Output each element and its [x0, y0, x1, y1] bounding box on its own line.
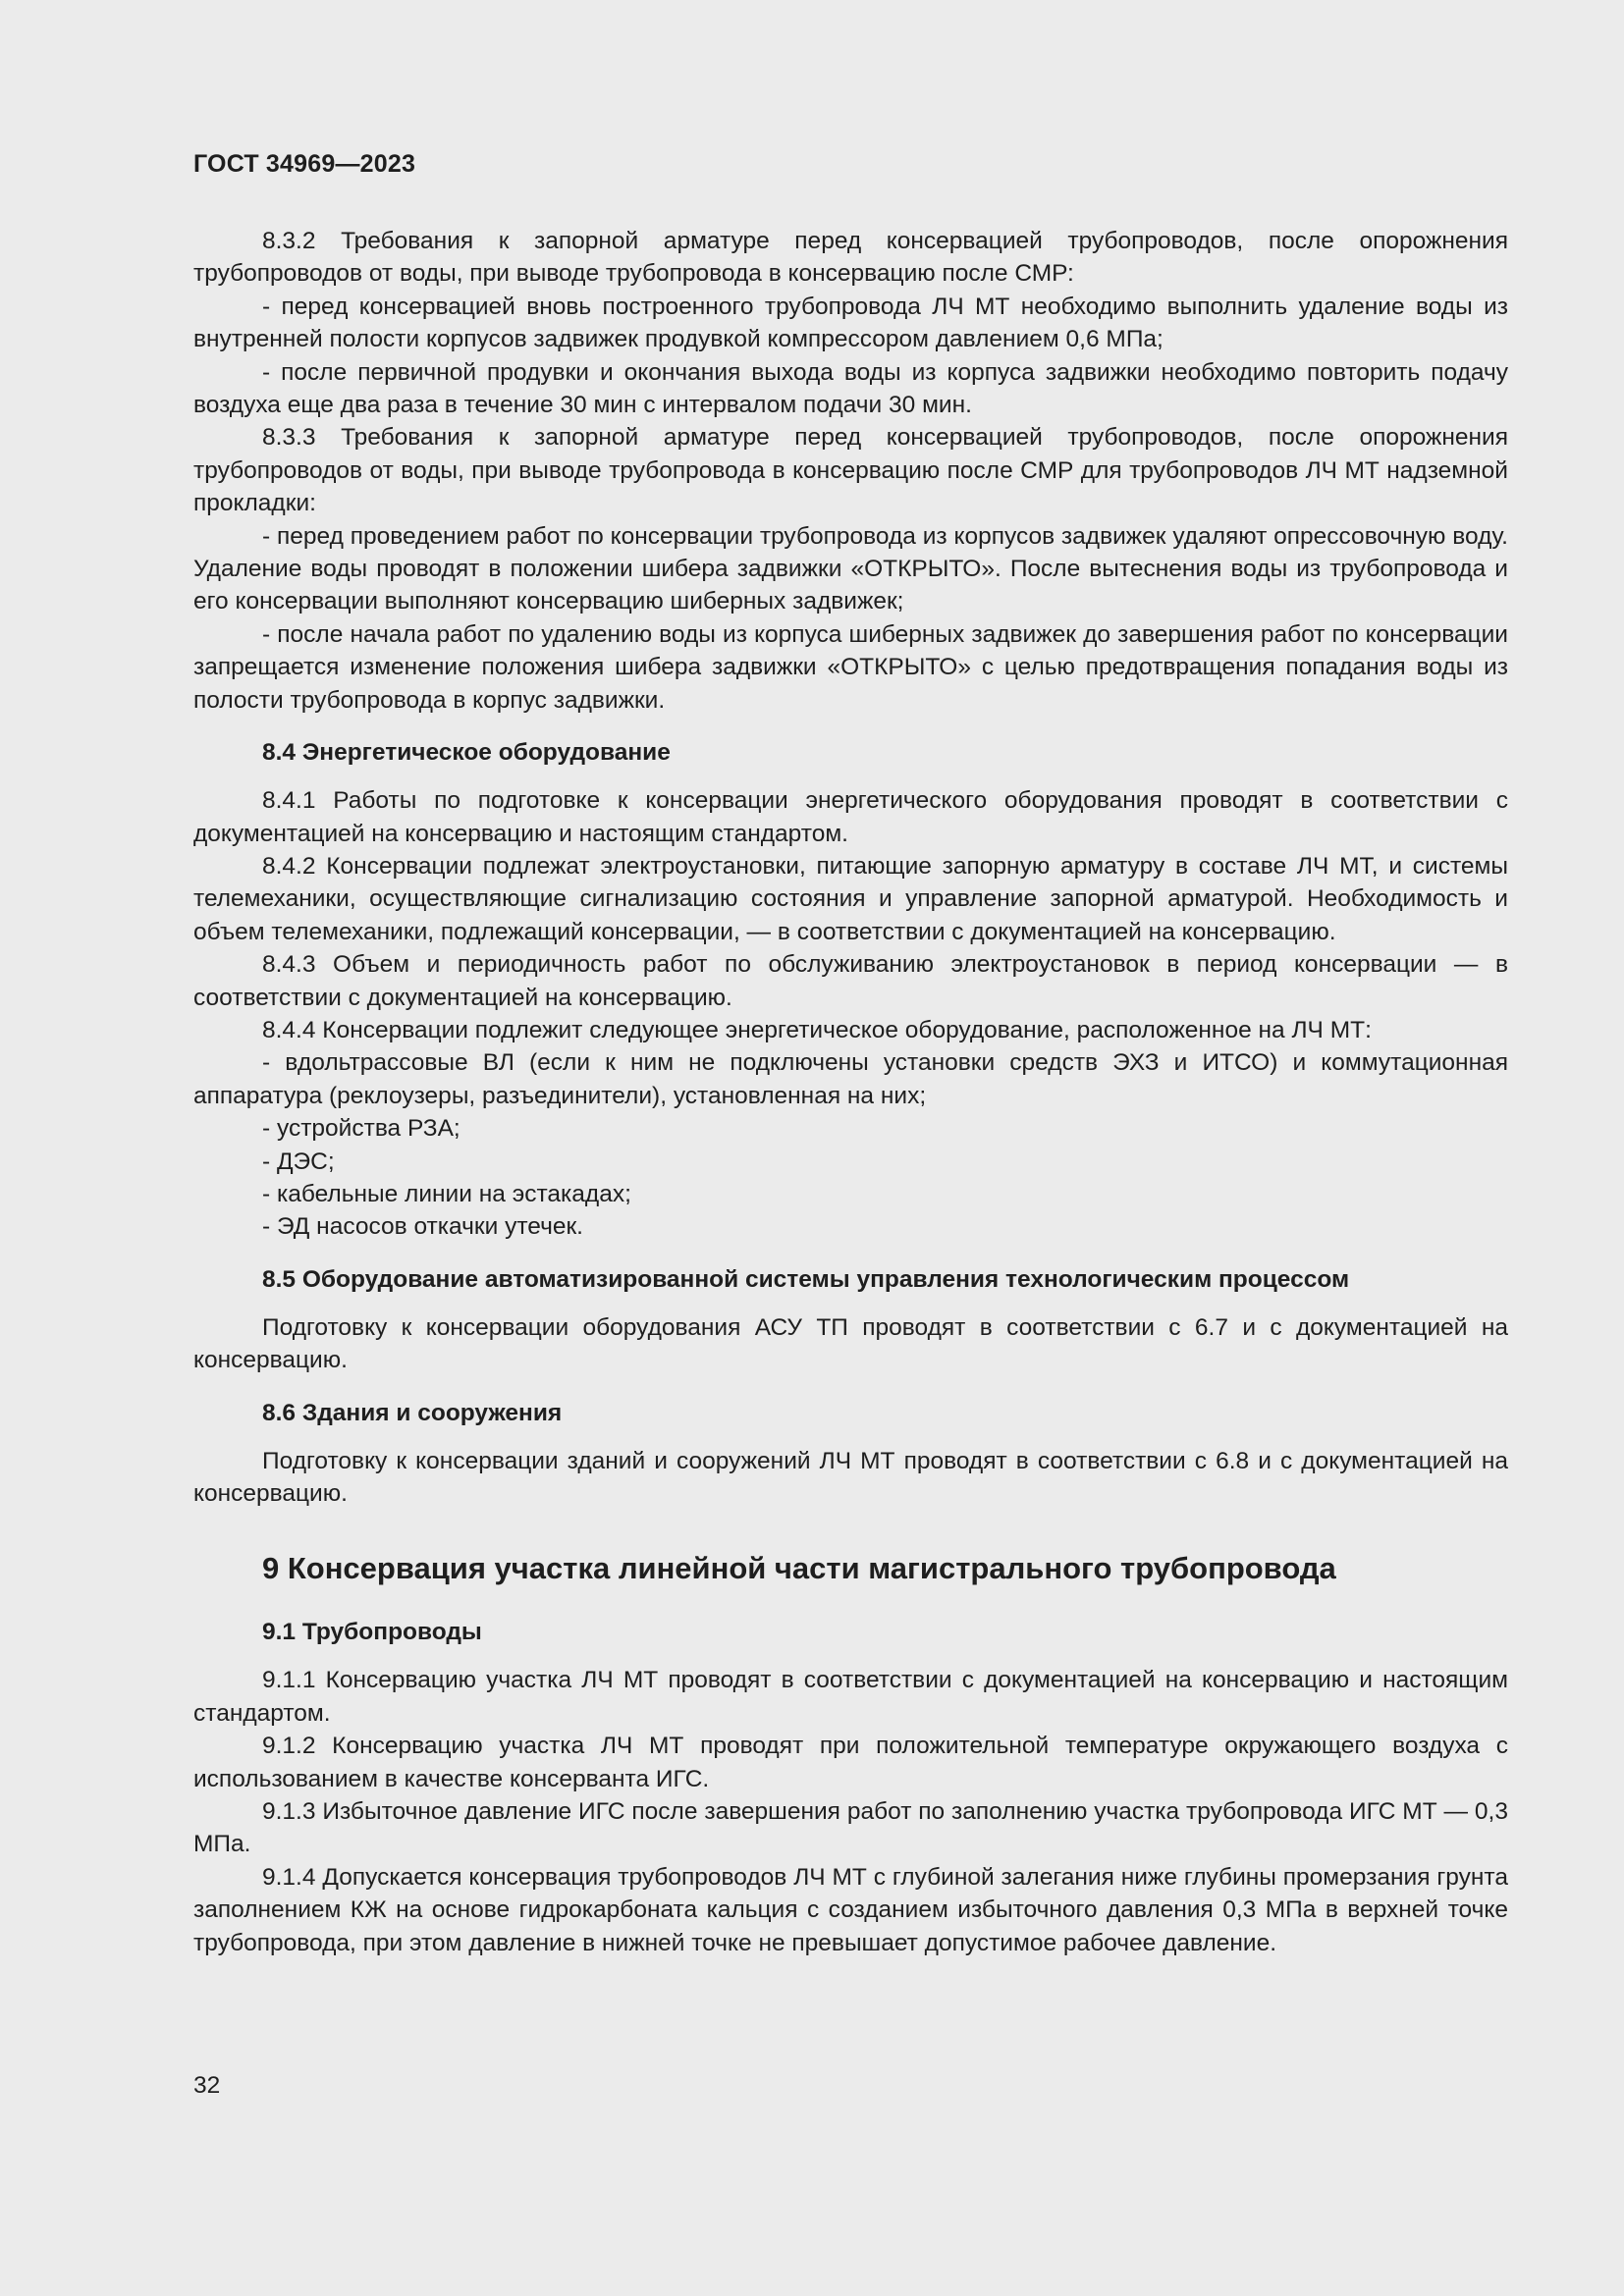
- list-item: - ЭД насосов откачки утечек.: [262, 1213, 583, 1241]
- paragraph-9-1-4: 9.1.4 Допускается консервация трубопроводов ЛЧ МТ с глубиной залегания ниже глубины промерзания грунта заполнением КЖ на основе гидрокарбоната кальция с созданием избыточного давления 0,3 МПа в верхней точке трубопровода, при этом давление в нижней точке не превышает допустимое рабочее давление.: [193, 1863, 1508, 1956]
- paragraph-9-1-1: 9.1.1 Консервацию участка ЛЧ МТ проводят в соответствии с документацией на консервацию и настоящим стандартом.: [193, 1667, 1508, 1727]
- section-heading-8-6: 8.6 Здания и сооружения: [262, 1399, 563, 1426]
- list-item: - перед консервацией вновь построенного трубопровода ЛЧ МТ необходимо выполнить удаление воды из внутренней полости корпусов задвижек продувкой компрессором давлением 0,6 МПа;: [193, 293, 1508, 353]
- document-code-header: ГОСТ 34969—2023: [193, 150, 416, 178]
- list-item: - после первичной продувки и окончания выхода воды из корпуса задвижки необходимо повторить подачу воздуха еще два раза в течение 30 мин с интервалом подачи 30 мин.: [193, 358, 1508, 419]
- paragraph-9-1-2: 9.1.2 Консервацию участка ЛЧ МТ проводят при положительной температуре окружающего воздуха с использованием в качестве консерванта ИГС.: [193, 1733, 1508, 1792]
- section-heading-9-1: 9.1 Трубопроводы: [262, 1619, 482, 1646]
- list-item: - ДЭС;: [262, 1148, 335, 1175]
- chapter-heading-9: 9 Консервация участка линейной части магистрального трубопровода: [262, 1551, 1336, 1586]
- paragraph-8-5: Подготовку к консервации оборудования АСУ ТП проводят в соответствии с 6.7 и с документацией на консервацию.: [193, 1313, 1508, 1374]
- document-body: [193, 225, 1508, 1959]
- paragraph-8-4-1: 8.4.1 Работы по подготовке к консервации энергетического оборудования проводят в соответствии с документацией на консервацию и настоящим стандартом.: [193, 787, 1508, 847]
- paragraph-8-6: Подготовку к консервации зданий и сооружений ЛЧ МТ проводят в соответствии с 6.8 и с документацией на консервацию.: [193, 1447, 1508, 1507]
- list-item: - кабельные линии на эстакадах;: [262, 1180, 631, 1207]
- paragraph-9-1-3: 9.1.3 Избыточное давление ИГС после завершения работ по заполнению участка трубопровода ИГС МТ — 0,3 МПа.: [193, 1798, 1508, 1858]
- paragraph-8-3-3: 8.3.3 Требования к запорной арматуре перед консервацией трубопроводов, после опорожнения трубопроводов от воды, при выводе трубопровода в консервацию после СМР для трубопроводов ЛЧ МТ надземной прокладки:: [193, 424, 1508, 517]
- paragraph-8-4-4: 8.4.4 Консервации подлежит следующее энергетическое оборудование, расположенное на ЛЧ МТ:: [262, 1016, 1372, 1043]
- paragraph-8-4-2: 8.4.2 Консервации подлежат электроустановки, питающие запорную арматуру в составе ЛЧ МТ, и системы телемеханики, осуществляющие сигнализацию состояния и управление запорной арматурой. Необходимость и объем телемеханики, подлежащий консервации, — в соответствии с документацией на консервацию.: [193, 852, 1508, 945]
- list-item: - перед проведением работ по консервации трубопровода из корпусов задвижек удаляют опрессовочную воду. Удаление воды проводят в положении шибера задвижки «ОТКРЫТО». После вытеснения воды из трубопровода и его консервации выполняют консервацию шиберных задвижек;: [193, 522, 1508, 615]
- paragraph-8-4-3: 8.4.3 Объем и периодичность работ по обслуживанию электроустановок в период консервации — в соответствии с документацией на консервацию.: [193, 951, 1508, 1011]
- paragraph-8-3-2: 8.3.2 Требования к запорной арматуре перед консервацией трубопроводов, после опорожнения трубопроводов от воды, при выводе трубопровода в консервацию после СМР:: [193, 228, 1508, 288]
- list-item: - после начала работ по удалению воды из корпуса шиберных задвижек до завершения работ по консервации запрещается изменение положения шибера задвижки «ОТКРЫТО» с целью предотвращения попадания воды из полости трубопровода в корпус задвижки.: [193, 620, 1508, 714]
- section-heading-8-4: 8.4 Энергетическое оборудование: [262, 739, 671, 767]
- page-number: 32: [193, 2072, 221, 2099]
- list-item: - устройства РЗА;: [262, 1115, 460, 1143]
- section-heading-8-5: 8.5 Оборудование автоматизированной системы управления технологическим процессом: [262, 1265, 1350, 1293]
- list-item: - вдольтрассовые ВЛ (если к ним не подключены установки средств ЭХЗ и ИТСО) и коммутационная аппаратура (реклоузеры, разъединители), установленная на них;: [193, 1049, 1508, 1109]
